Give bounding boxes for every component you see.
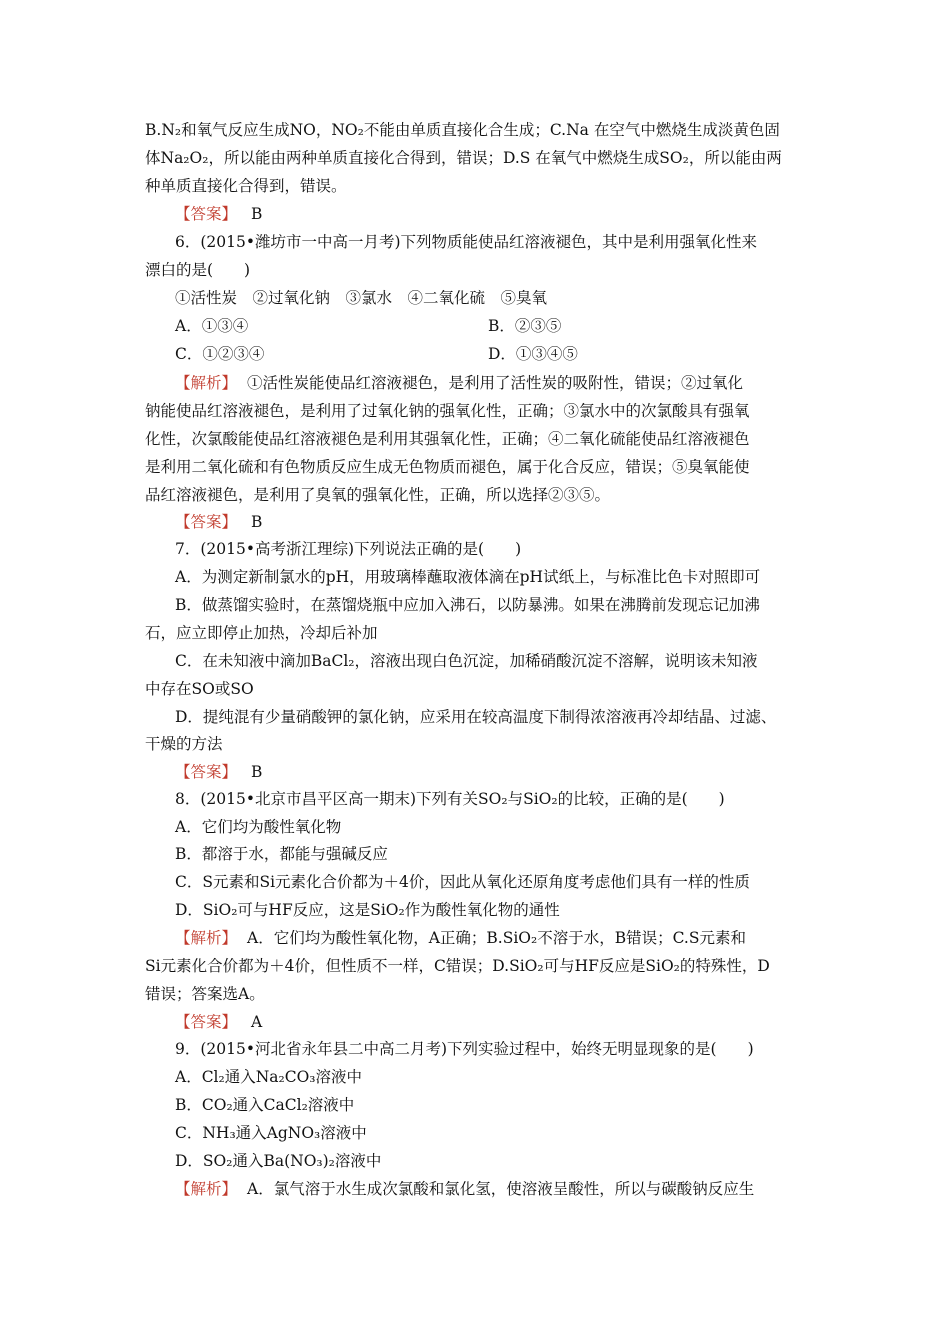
- option-d: D．SiO₂可与HF反应，这是SiO₂作为酸性氧化物的通性: [175, 901, 560, 919]
- text-line: 中存在SO或SO: [145, 680, 254, 698]
- option-d: D．提纯混有少量硝酸钾的氯化钠，应采用在较高温度下制得浓溶液再冷却结晶、过滤、: [175, 708, 777, 726]
- option-b: B．做蒸馏实验时，在蒸馏烧瓶中应加入沸石，以防暴沸。如果在沸腾前发现忘记加沸: [175, 596, 760, 614]
- text-line: Si元素化合价都为＋4价，但性质不一样，C错误；D.SiO₂可与HF反应是SiO₂的特殊性，D: [145, 957, 770, 975]
- option-d: D．①③④⑤: [488, 345, 578, 363]
- question-stem: 7．(2015•高考浙江理综)下列说法正确的是( ): [175, 540, 522, 558]
- answer-line: [175, 761, 262, 783]
- answer-tag: 【答案】: [175, 513, 238, 531]
- question-stem: 6．(2015•潍坊市一中高一月考)下列物质能使品红溶液褪色，其中是利用强氧化性来: [175, 233, 758, 251]
- answer-tag: 【答案】: [175, 1013, 238, 1031]
- answer-value: B: [251, 205, 263, 223]
- option-b: B．②③⑤: [488, 317, 562, 335]
- analysis-line: [175, 1178, 754, 1200]
- option-a: A．它们均为酸性氧化物: [175, 818, 342, 836]
- answer-tag: 【答案】: [175, 763, 238, 781]
- option-c: C．在未知液中滴加BaCl₂，溶液出现白色沉淀，加稀硝酸沉淀不溶解，说明该未知液: [175, 652, 758, 670]
- option-b: B．都溶于水，都能与强碱反应: [175, 845, 388, 863]
- option-list: ①活性炭 ②过氧化钠 ③氯水 ④二氧化硫 ⑤臭氧: [175, 289, 548, 307]
- analysis-line: [175, 372, 743, 394]
- answer-line: [175, 1011, 262, 1033]
- text-line: 干燥的方法: [145, 735, 223, 753]
- analysis-tag: 【解析】: [175, 1180, 238, 1198]
- answer-value: B: [251, 513, 263, 531]
- option-c: C．①②③④: [175, 345, 265, 363]
- text-line: 品红溶液褪色，是利用了臭氧的强氧化性，正确，所以选择②③⑤。: [145, 486, 611, 504]
- answer-line: [175, 511, 262, 533]
- text-line: 化性，次氯酸能使品红溶液褪色是利用其强氧化性，正确；④二氧化硫能使品红溶液褪色: [145, 430, 750, 448]
- analysis-line: [175, 927, 746, 949]
- text-line: 体Na₂O₂，所以能由两种单质直接化合得到，错误；D.S 在氧气中燃烧生成SO₂，所以能由两: [145, 149, 782, 167]
- option-a: A．为测定新制氯水的pH，用玻璃棒蘸取液体滴在pH试纸上，与标准比色卡对照即可: [175, 568, 761, 586]
- option-c: C．NH₃通入AgNO₃溶液中: [175, 1124, 367, 1142]
- analysis-tag: 【解析】: [175, 929, 238, 947]
- analysis-text: A．氯气溶于水生成次氯酸和氯化氢，使溶液呈酸性，所以与碳酸钠反应生: [247, 1180, 755, 1198]
- analysis-text: A．它们均为酸性氧化物，A正确；B.SiO₂不溶于水，B错误；C.S元素和: [247, 929, 746, 947]
- question-stem: 9．(2015•河北省永年县二中高二月考)下列实验过程中，始终无明显现象的是( ): [175, 1040, 754, 1058]
- text-line: 石，应立即停止加热，冷却后补加: [145, 624, 378, 642]
- text-line: 是利用二氧化硫和有色物质反应生成无色物质而褪色，属于化合反应，错误；⑤臭氧能使: [145, 458, 750, 476]
- analysis-text: ①活性炭能使品红溶液褪色，是利用了活性炭的吸附性，错误；②过氧化: [247, 374, 744, 392]
- option-b: B．CO₂通入CaCl₂溶液中: [175, 1096, 355, 1114]
- text-line: B.N₂和氧气反应生成NO，NO₂不能由单质直接化合生成；C.Na 在空气中燃烧生成淡黄色固: [145, 121, 780, 139]
- answer-value: B: [251, 763, 263, 781]
- option-a: A．①③④: [175, 317, 249, 335]
- option-d: D．SO₂通入Ba(NO₃)₂溶液中: [175, 1152, 382, 1170]
- text-line: 钠能使品红溶液褪色，是利用了过氧化钠的强氧化性，正确；③氯水中的次氯酸具有强氧: [145, 402, 750, 420]
- text-line: 种单质直接化合得到，错误。: [145, 177, 347, 195]
- text-line: 漂白的是( ): [145, 261, 251, 279]
- question-stem: 8．(2015•北京市昌平区高一期末)下列有关SO₂与SiO₂的比较，正确的是( ): [175, 790, 725, 808]
- option-c: C．S元素和Si元素化合价都为＋4价，因此从氧化还原角度考虑他们具有一样的性质: [175, 873, 750, 891]
- option-a: A．Cl₂通入Na₂CO₃溶液中: [175, 1068, 363, 1086]
- answer-tag: 【答案】: [175, 205, 238, 223]
- analysis-tag: 【解析】: [175, 374, 238, 392]
- answer-value: A: [251, 1013, 263, 1031]
- answer-line: [175, 203, 262, 225]
- text-line: 错误；答案选A。: [145, 985, 265, 1003]
